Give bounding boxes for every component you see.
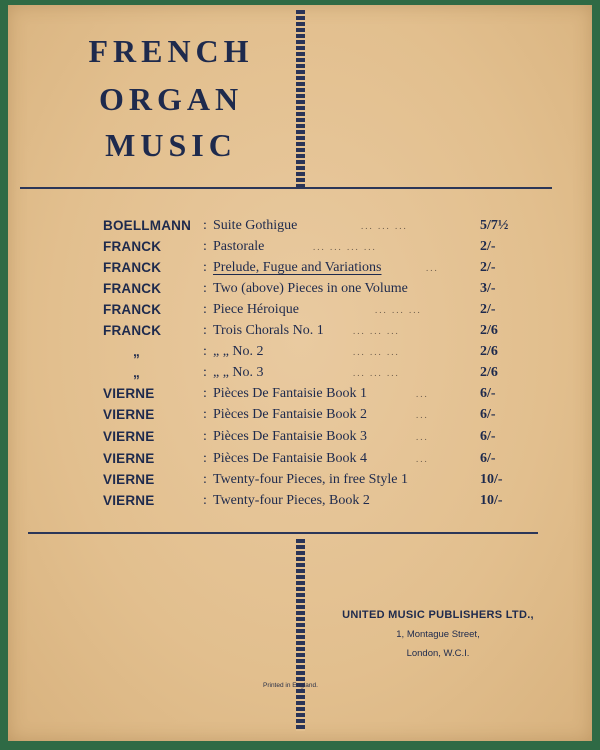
catalog-row: [103, 451, 533, 471]
publisher-city: London, W.C.I.: [406, 648, 470, 659]
title-line-2: ORGAN: [98, 81, 244, 117]
work-title: Pièces De Fantaisie Book 3: [213, 429, 367, 444]
price: 6/-: [480, 407, 496, 422]
printed-note: Printed in England.: [263, 682, 318, 689]
price: 6/-: [480, 386, 496, 401]
leader-dots: ... ... ...: [375, 305, 422, 315]
work-title: Twenty-four Pieces, Book 2: [213, 493, 370, 508]
catalog-row: [103, 218, 533, 238]
separator-colon: :: [203, 323, 207, 338]
separator-colon: :: [203, 472, 207, 487]
work-title: „ „ No. 3: [213, 365, 264, 380]
decorative-band-top: [296, 10, 305, 188]
score-cover: [8, 5, 592, 741]
composer-name: „: [133, 365, 140, 380]
separator-colon: :: [203, 429, 207, 444]
catalog-row: [103, 386, 533, 406]
separator-colon: :: [203, 493, 207, 508]
price: 10/-: [480, 472, 503, 487]
work-title: Pièces De Fantaisie Book 1: [213, 386, 367, 401]
work-title: Pièces De Fantaisie Book 4: [213, 451, 367, 466]
work-title: Pastorale: [213, 239, 265, 254]
price: 6/-: [480, 451, 496, 466]
leader-dots: ...: [416, 454, 429, 464]
catalog-row: [103, 302, 533, 322]
leader-dots: ...: [416, 389, 429, 399]
price: 2/6: [480, 365, 498, 380]
work-title: Prelude, Fugue and Variations: [213, 260, 382, 275]
leader-dots: ... ... ...: [353, 347, 400, 357]
catalog-row: [103, 429, 533, 449]
leader-dots: ... ... ...: [353, 368, 400, 378]
catalog-row: [103, 365, 533, 385]
decorative-band-bottom: [296, 539, 305, 731]
composer-name: VIERNE: [103, 407, 155, 422]
separator-colon: :: [203, 239, 207, 254]
separator-colon: :: [203, 451, 207, 466]
work-title: Trois Chorals No. 1: [213, 323, 324, 338]
separator-colon: :: [203, 365, 207, 380]
price: 2/6: [480, 323, 498, 338]
divider-top: [20, 187, 552, 189]
catalog-row: [103, 281, 533, 301]
catalog-row: [103, 407, 533, 427]
price: 6/-: [480, 429, 496, 444]
title-line-1: FRENCH: [88, 33, 254, 69]
price: 2/-: [480, 239, 496, 254]
price: 3/-: [480, 281, 496, 296]
work-title: Piece Héroique: [213, 302, 299, 317]
price: 5/7½: [480, 218, 509, 233]
separator-colon: :: [203, 386, 207, 401]
separator-colon: :: [203, 302, 207, 317]
work-title: Twenty-four Pieces, in free Style 1: [213, 472, 408, 487]
price: 10/-: [480, 493, 503, 508]
catalog-row: [103, 323, 533, 343]
separator-colon: :: [203, 260, 207, 275]
leader-dots: ...: [426, 263, 439, 273]
catalog-row: [103, 260, 533, 280]
work-title: Two (above) Pieces in one Volume: [213, 281, 408, 296]
composer-name: FRANCK: [103, 323, 162, 338]
composer-name: FRANCK: [103, 302, 162, 317]
price: 2/-: [480, 302, 496, 317]
separator-colon: :: [203, 344, 207, 359]
composer-name: VIERNE: [103, 386, 155, 401]
price: 2/-: [480, 260, 496, 275]
leader-dots: ... ... ... ...: [313, 242, 377, 252]
composer-name: VIERNE: [103, 472, 155, 487]
separator-colon: :: [203, 407, 207, 422]
leader-dots: ...: [416, 432, 429, 442]
divider-bottom: [28, 532, 538, 534]
work-title: Pièces De Fantaisie Book 2: [213, 407, 367, 422]
composer-name: VIERNE: [103, 451, 155, 466]
composer-name: VIERNE: [103, 493, 155, 508]
composer-name: FRANCK: [103, 260, 162, 275]
title-line-3: MUSIC: [105, 127, 237, 163]
composer-name: VIERNE: [103, 429, 155, 444]
catalog-row: [103, 493, 533, 513]
leader-dots: ...: [416, 410, 429, 420]
composer-name: FRANCK: [103, 281, 162, 296]
catalog-row: [103, 472, 533, 492]
leader-dots: ... ... ...: [361, 221, 408, 231]
work-title: „ „ No. 2: [213, 344, 264, 359]
publisher-name: UNITED MUSIC PUBLISHERS LTD.,: [342, 609, 534, 621]
separator-colon: :: [203, 281, 207, 296]
composer-name: BOELLMANN: [103, 218, 192, 233]
composer-name: FRANCK: [103, 239, 162, 254]
publisher-block: [328, 609, 548, 659]
composer-name: „: [133, 344, 140, 359]
leader-dots: ... ... ...: [353, 326, 400, 336]
separator-colon: :: [203, 218, 207, 233]
catalog-row: [103, 344, 533, 364]
work-title: Suite Gothigue: [213, 218, 298, 233]
catalog-row: [103, 239, 533, 259]
publisher-street: 1, Montague Street,: [396, 629, 480, 640]
price: 2/6: [480, 344, 498, 359]
